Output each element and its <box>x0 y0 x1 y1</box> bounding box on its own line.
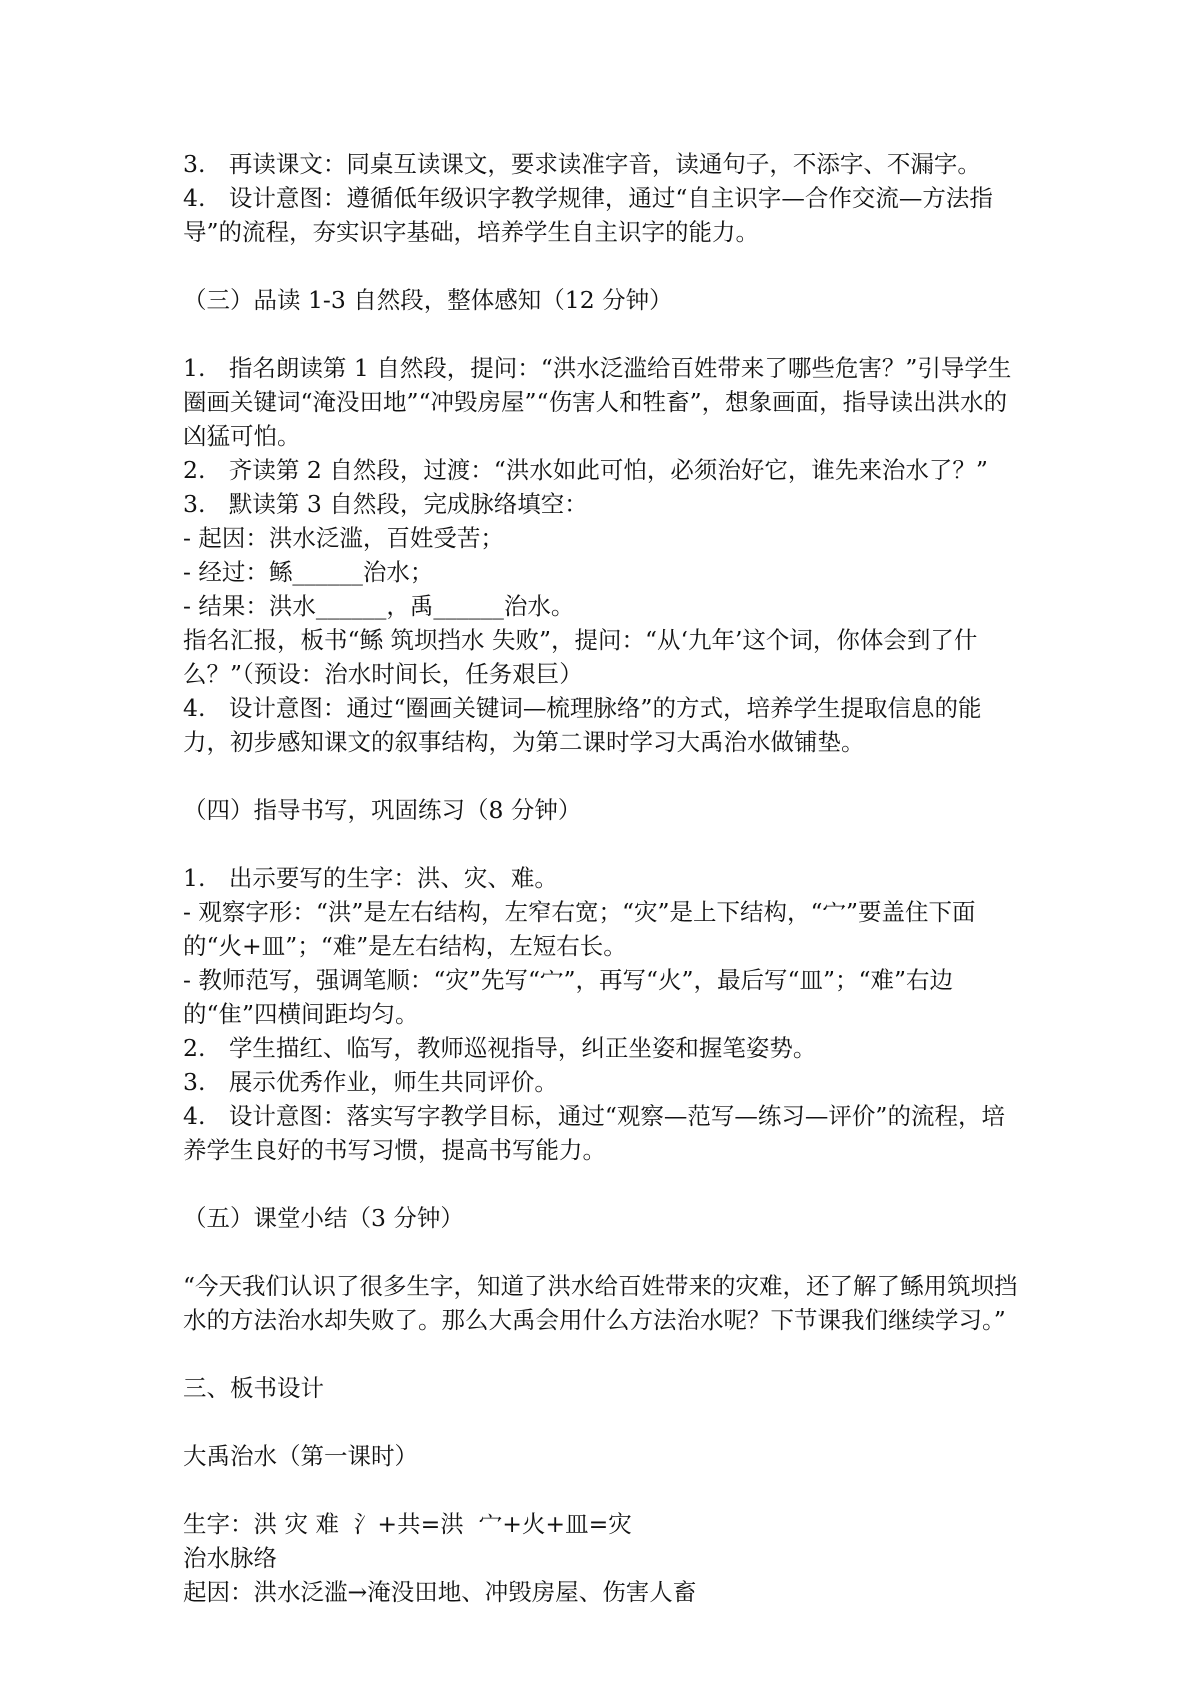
board-design-heading: 三、板书设计 <box>183 1374 324 1402</box>
section-3-heading: （三）品读 1-3 自然段，整体感知（12 分钟） <box>183 286 673 314</box>
section-3-item: - 经过：鲧______治水； <box>183 558 434 586</box>
section-4-item: - 观察字形：“洪”是左右结构，左窄右宽；“灾”是上下结构，“宀”要盖住下面的“火+皿”；“难”是左右结构，左短右长。 <box>183 898 976 960</box>
section-4-item: 3. 展示优秀作业，师生共同评价。 <box>183 1068 558 1096</box>
spacer <box>183 759 1028 793</box>
section-4-heading: （四）指导书写，巩固练习（8 分钟） <box>183 796 582 824</box>
class-summary-text: “今天我们认识了很多生字，知道了洪水给百姓带来的灾难，还了解了鲧用筑坝挡水的方法治水却失败了。那么大禹会用什么方法治水呢？下节课我们继续学习。” <box>183 1272 1018 1334</box>
document-body <box>183 147 1028 1609</box>
board-chars-line: 生字：洪 灾 难 氵+共=洪 宀+火+皿=灾 <box>183 1510 632 1538</box>
board-cause-line: 起因：洪水泛滥→淹没田地、冲毁房屋、伤害人畜 <box>183 1578 697 1606</box>
board-title: 大禹治水（第一课时） <box>183 1442 418 1470</box>
section-5-heading: （五）课堂小结（3 分钟） <box>183 1204 464 1232</box>
section-3-item: 4. 设计意图：通过“圈画关键词—梳理脉络”的方式，培养学生提取信息的能力，初步感知课文的叙事结构，为第二课时学习大禹治水做铺垫。 <box>183 694 982 756</box>
spacer <box>183 317 1028 351</box>
section-4-item: - 教师范写，强调笔顺：“灾”先写“宀”，再写“火”，最后写“皿”；“难”右边的“隹”四横间距均匀。 <box>183 966 954 1028</box>
section-3-item: 指名汇报，板书“鲧 筑坝挡水 失败”，提问：“从‘九年’这个词，你体会到了什么？”（预设：治水时间长，任务艰巨） <box>183 626 978 688</box>
spacer <box>183 827 1028 861</box>
spacer <box>183 1167 1028 1201</box>
step-3-reread: 3. 再读课文：同桌互读课文，要求读准字音，读通句子，不添字、不漏字。 <box>183 150 981 178</box>
spacer <box>183 249 1028 283</box>
section-4-item: 1. 出示要写的生字：洪、灾、难。 <box>183 864 558 892</box>
spacer <box>183 1235 1028 1269</box>
spacer <box>183 1405 1028 1439</box>
section-4-item: 2. 学生描红、临写，教师巡视指导，纠正坐姿和握笔姿势。 <box>183 1034 817 1062</box>
section-3-item: 2. 齐读第 2 自然段，过渡：“洪水如此可怕，必须治好它，谁先来治水了？” <box>183 456 988 484</box>
spacer <box>183 1337 1028 1371</box>
step-4-design-intent: 4. 设计意图：遵循低年级识字教学规律，通过“自主识字—合作交流—方法指导”的流程，夯实识字基础，培养学生自主识字的能力。 <box>183 184 993 246</box>
section-3-item: 1. 指名朗读第 1 自然段，提问：“洪水泛滥给百姓带来了哪些危害？”引导学生圈画关键词“淹没田地”“冲毁房屋”“伤害人和牲畜”，想象画面，指导读出洪水的凶猛可怕。 <box>183 354 1012 450</box>
section-3-item: - 结果：洪水______，禹______治水。 <box>183 592 575 620</box>
board-context-label: 治水脉络 <box>183 1544 277 1572</box>
spacer <box>183 1473 1028 1507</box>
section-4-item: 4. 设计意图：落实写字教学目标，通过“观察—范写—练习—评价”的流程，培养学生良好的书写习惯，提高书写能力。 <box>183 1102 1005 1164</box>
section-3-item: 3. 默读第 3 自然段，完成脉络填空： <box>183 490 588 518</box>
section-3-item: - 起因：洪水泛滥，百姓受苦； <box>183 524 504 552</box>
